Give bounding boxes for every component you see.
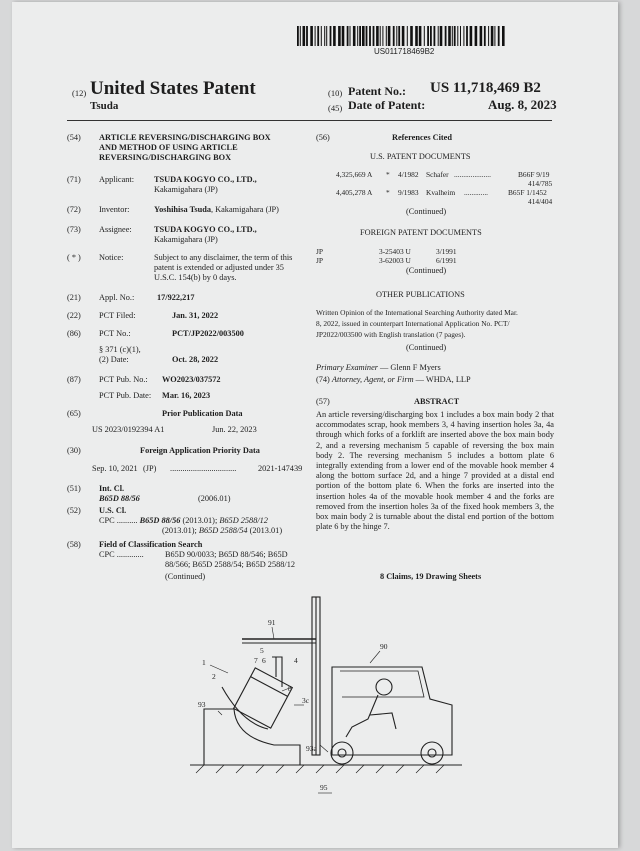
barcode-bar: [310, 26, 313, 46]
inventor-label: Inventor:: [99, 205, 130, 214]
int-cl-class: B65D 88/56: [99, 494, 140, 503]
code-12: (12): [72, 88, 87, 98]
patent-page: [12, 2, 618, 848]
barcode-bar: [338, 26, 341, 46]
patent-title: United States Patent: [90, 78, 256, 99]
barcode-bar: [373, 26, 375, 46]
code-57: (57): [316, 397, 330, 406]
barcode-bar: [448, 26, 451, 46]
barcode-number: US011718469B2: [374, 47, 435, 56]
barcode-bar: [342, 26, 345, 46]
barcode-bar: [427, 26, 429, 46]
primary-examiner: — Glenn F Myers: [377, 363, 441, 372]
header-divider: [67, 120, 552, 121]
barcode-bar: [393, 26, 395, 46]
code-22: (22): [67, 311, 81, 320]
pct-filed-label: PCT Filed:: [99, 311, 136, 320]
barcode-bar: [398, 26, 400, 46]
barcode-bar: [434, 26, 436, 46]
pct-filed: Jan. 31, 2022: [172, 311, 219, 320]
us-cl-year-3: (2013.01): [247, 526, 283, 535]
barcode-bar: [369, 26, 371, 46]
assignee-label: Assignee:: [99, 225, 132, 234]
foreign-doc-1-date: 3/1991: [436, 247, 457, 256]
label-1: 1: [202, 658, 206, 667]
barcode-bar: [300, 26, 301, 46]
front-wheel: [331, 742, 353, 764]
barcode-bar: [350, 26, 351, 46]
s371-date: Oct. 28, 2022: [172, 355, 219, 364]
barcode-bar: [424, 26, 425, 46]
barcode-bar: [438, 26, 439, 46]
label-2: 2: [212, 672, 216, 681]
barcode-bar: [475, 26, 478, 46]
barcode-bar: [415, 26, 418, 46]
us-doc-2-name: Kvalheim: [426, 188, 456, 197]
us-doc-2-class-2: 414/404: [528, 197, 553, 206]
code-54: (54): [67, 133, 81, 142]
barcode-bar: [321, 26, 322, 46]
appl-no: 17/922,217: [157, 293, 195, 302]
barcode-bar: [494, 26, 495, 46]
reversing-box: [234, 668, 293, 728]
barcode-bar: [491, 26, 494, 46]
field-search-cpc-label: CPC .............: [99, 550, 144, 559]
field-search-heading: Field of Classification Search: [99, 540, 203, 549]
barcode-bar: [407, 26, 408, 46]
priority-country: (JP): [143, 464, 157, 473]
int-cl-year: (2006.01): [198, 494, 231, 503]
applicant-location: Kakamigahara (JP): [154, 185, 218, 194]
label-91: 91: [268, 618, 276, 627]
s371-label-2: (2) Date:: [99, 355, 129, 364]
pct-no: PCT/JP2022/003500: [172, 329, 244, 338]
label-7: 7: [254, 656, 258, 665]
claims-drawings: 8 Claims, 19 Drawing Sheets: [380, 572, 482, 581]
barcode-bar: [430, 26, 432, 46]
barcode-bar: [330, 26, 332, 46]
barcode-bar: [376, 26, 379, 46]
barcode-bar: [359, 26, 361, 46]
us-patent-documents-heading: U.S. PATENT DOCUMENTS: [370, 152, 471, 161]
us-cl-heading: U.S. Cl.: [99, 506, 127, 515]
code-86: (86): [67, 329, 81, 338]
code-71: (71): [67, 175, 81, 184]
barcode-bar: [396, 26, 397, 46]
other-publications-continued: (Continued): [406, 343, 447, 352]
s371-label-1: § 371 (c)(1),: [99, 345, 141, 354]
foreign-docs-continued: (Continued): [406, 266, 447, 275]
code-45: (45): [328, 103, 343, 113]
code-74: (74): [316, 375, 330, 384]
foreign-patent-documents-heading: FOREIGN PATENT DOCUMENTS: [360, 228, 482, 237]
prior-publication-date: Jun. 22, 2023: [212, 425, 257, 434]
label-6: 6: [262, 656, 266, 665]
barcode-bar: [382, 26, 383, 46]
label-5: 5: [260, 646, 264, 655]
us-cl-year-1: (2013.01);: [180, 516, 220, 525]
barcode-bar: [419, 26, 422, 46]
ground-hatching: [196, 765, 444, 773]
barcode-bar: [498, 26, 500, 46]
code-56: (56): [316, 133, 330, 142]
barcode-bar: [457, 26, 458, 46]
barcode-bar: [297, 26, 299, 46]
other-publications-heading: OTHER PUBLICATIONS: [376, 290, 465, 299]
us-doc-1-name: Schafer: [426, 170, 449, 179]
code-58: (58): [67, 540, 81, 549]
patent-number: US 11,718,469 B2: [430, 80, 541, 96]
inventor-short: Tsuda: [90, 100, 119, 112]
barcode-bar: [326, 26, 327, 46]
barcode-bar: [380, 26, 381, 46]
rear-wheel: [421, 742, 443, 764]
us-cl-class-1: B65D 88/56: [139, 516, 181, 525]
field-search-line-1: B65D 90/0033; B65D 88/546; B65D: [165, 550, 288, 559]
barcode-bar: [440, 26, 443, 46]
invention-title-line-2: AND METHOD OF USING ARTICLE: [99, 143, 238, 152]
us-docs-continued: (Continued): [406, 207, 447, 216]
barcode-bar: [463, 26, 464, 46]
us-doc-1-star: *: [386, 170, 390, 179]
primary-examiner-label: Primary Examiner: [316, 363, 378, 372]
label-95: 95: [320, 783, 328, 792]
attorney: — WHDA, LLP: [413, 375, 471, 384]
us-doc-2-dots: .............: [464, 188, 489, 197]
us-doc-1-number: 4,325,669 A: [336, 170, 373, 179]
assignee-location: Kakamigahara (JP): [154, 235, 218, 244]
inventor-location: , Kakamigahara (JP): [210, 205, 279, 214]
us-doc-2-date: 9/1983: [398, 188, 419, 197]
foreign-doc-2-date: 6/1991: [436, 256, 457, 265]
us-doc-1-class: B66F 9/19: [518, 170, 550, 179]
barcode-bar: [303, 26, 306, 46]
barcode-bar: [347, 26, 349, 46]
references-cited-heading: References Cited: [392, 133, 452, 142]
pct-pub-date-label: PCT Pub. Date:: [99, 391, 152, 400]
us-doc-1-dots: ....................: [454, 170, 491, 179]
barcode-bar: [388, 26, 391, 46]
code-51: (51): [67, 484, 81, 493]
foreign-doc-2-number: 3-62003 U: [379, 256, 411, 265]
priority-dots: ................................: [170, 464, 237, 473]
us-doc-1-class-2: 414/785: [528, 179, 553, 188]
field-search-continued: (Continued): [165, 572, 206, 581]
patent-no-label: Patent No.:: [348, 84, 406, 98]
barcode-bar: [362, 26, 365, 46]
barcode-bar: [452, 26, 453, 46]
pct-pub-date: Mar. 16, 2023: [162, 391, 211, 400]
foreign-doc-1-number: 3-25403 U: [379, 247, 411, 256]
code-52: (52): [67, 506, 81, 515]
invention-title-line-3: REVERSING/DISCHARGING BOX: [99, 153, 232, 162]
us-doc-2-star: *: [386, 188, 390, 197]
barcode-bar: [386, 26, 387, 46]
code-65: (65): [67, 409, 81, 418]
us-doc-1-date: 4/1982: [398, 170, 419, 179]
pct-pub-no-label: PCT Pub. No.:: [99, 375, 148, 384]
container: [204, 709, 300, 765]
abstract-text: An article reversing/discharging box 1 includes a box main body 2 that accommodates scrap, hook members 3, 4 having insertion holes 3a, 4a through which forks of a forklift are inserted above the box main body 2, and a reversing mechanism 5 capable of reversing the box main body 2. The reversing mechanism 5 includes a bottom plate 6 integrally extending from a lower end of the movable hook member 4 along the bottom surface 2d, and a hinge 7 provided at a distal end portion of the bottom plate 6. When the forks are inserted into the insertion holes 4a of the movable hook member 4 and the forks are removed from the insertion holes 3a of the fixed hook members 3, the box main body 2 is turnable about the distal end portion of the bottom plate 6 by the hinge 7.: [316, 410, 554, 532]
label-8: 8: [288, 684, 292, 693]
label-90: 90: [380, 642, 388, 651]
barcode-bar: [402, 26, 405, 46]
notice-line-3: U.S.C. 154(b) by 0 days.: [154, 273, 237, 282]
barcode-bar: [315, 26, 316, 46]
barcode-bar: [466, 26, 468, 46]
pct-pub-no: WO2023/037572: [162, 375, 221, 384]
assignee-name: TSUDA KOGYO CO., LTD.,: [154, 225, 257, 234]
barcode-bar: [470, 26, 473, 46]
barcode-bar: [460, 26, 461, 46]
code-72: (72): [67, 205, 81, 214]
foreign-doc-1-country: JP: [316, 247, 323, 256]
barcode-bar: [502, 26, 505, 46]
inventor-name: Yoshihisa Tsuda: [154, 205, 211, 214]
code-73: (73): [67, 225, 81, 234]
forklift-figure: [182, 587, 482, 802]
date-of-patent-label: Date of Patent:: [348, 98, 426, 112]
applicant-label: Applicant:: [99, 175, 135, 184]
prior-publication-heading: Prior Publication Data: [162, 409, 243, 418]
barcode-bar: [454, 26, 456, 46]
code-87: (87): [67, 375, 81, 384]
barcode-bar: [410, 26, 413, 46]
barcode-bar: [480, 26, 483, 46]
hook-member: [272, 657, 282, 687]
code-21: (21): [67, 293, 81, 302]
us-cl-class-2: B65D 2588/12: [219, 516, 268, 525]
notice-code: ( * ): [67, 253, 81, 262]
us-doc-2-number: 4,405,278 A: [336, 188, 373, 197]
label-93: 93: [198, 700, 206, 709]
barcode-bar: [317, 26, 319, 46]
barcode-bar: [366, 26, 368, 46]
attorney-label: Attorney, Agent, or Firm: [331, 375, 414, 384]
barcode-bar: [484, 26, 486, 46]
label-3c: 3c: [302, 696, 310, 705]
code-10: (10): [328, 88, 343, 98]
appl-no-label: Appl. No.:: [99, 293, 135, 302]
notice-line-1: Subject to any disclaimer, the term of this: [154, 253, 293, 262]
us-cl-cpc-label: CPC ..........: [99, 516, 138, 525]
barcode-bar: [445, 26, 447, 46]
priority-number: 2021-147439: [258, 464, 303, 473]
notice-label: Notice:: [99, 253, 124, 262]
notice-line-2: patent is extended or adjusted under 35: [154, 263, 284, 272]
other-publication-line-1: Written Opinion of the International Searching Authority dated Mar.: [316, 308, 518, 317]
priority-date: Sep. 10, 2021: [92, 464, 138, 473]
date-of-patent: Aug. 8, 2023: [488, 97, 557, 112]
barcode: [297, 26, 505, 46]
barcode-bar: [333, 26, 336, 46]
us-cl-class-3: B65D 2588/54: [198, 526, 248, 535]
label-93a: 93a: [306, 744, 317, 753]
us-doc-2-class: B65F 1/1452: [508, 188, 547, 197]
int-cl-heading: Int. Cl.: [99, 484, 125, 493]
barcode-bar: [353, 26, 356, 46]
label-4: 4: [294, 656, 298, 665]
pct-no-label: PCT No.:: [99, 329, 131, 338]
driver-body: [346, 695, 396, 737]
barcode-bar: [306, 26, 308, 46]
driver-head: [376, 679, 392, 695]
code-30: (30): [67, 446, 81, 455]
us-cl-year-2: (2013.01);: [162, 526, 199, 535]
foreign-doc-2-country: JP: [316, 256, 323, 265]
applicant-name: TSUDA KOGYO CO., LTD.,: [154, 175, 257, 184]
barcode-bar: [324, 26, 325, 46]
barcode-bar: [488, 26, 489, 46]
prior-publication-number: US 2023/0192394 A1: [92, 425, 165, 434]
other-publication-line-3: JP2022/003500 with English translation (7 pages).: [316, 330, 466, 339]
invention-title-line-1: ARTICLE REVERSING/DISCHARGING BOX: [99, 133, 271, 142]
barcode-bar: [357, 26, 358, 46]
foreign-priority-heading: Foreign Application Priority Data: [140, 446, 260, 455]
abstract-heading: ABSTRACT: [414, 397, 460, 406]
other-publication-line-2: 8, 2022, issued in counterpart International Application No. PCT/: [316, 319, 510, 328]
field-search-line-2: 88/566; B65D 2588/54; B65D 2588/12: [165, 560, 295, 569]
